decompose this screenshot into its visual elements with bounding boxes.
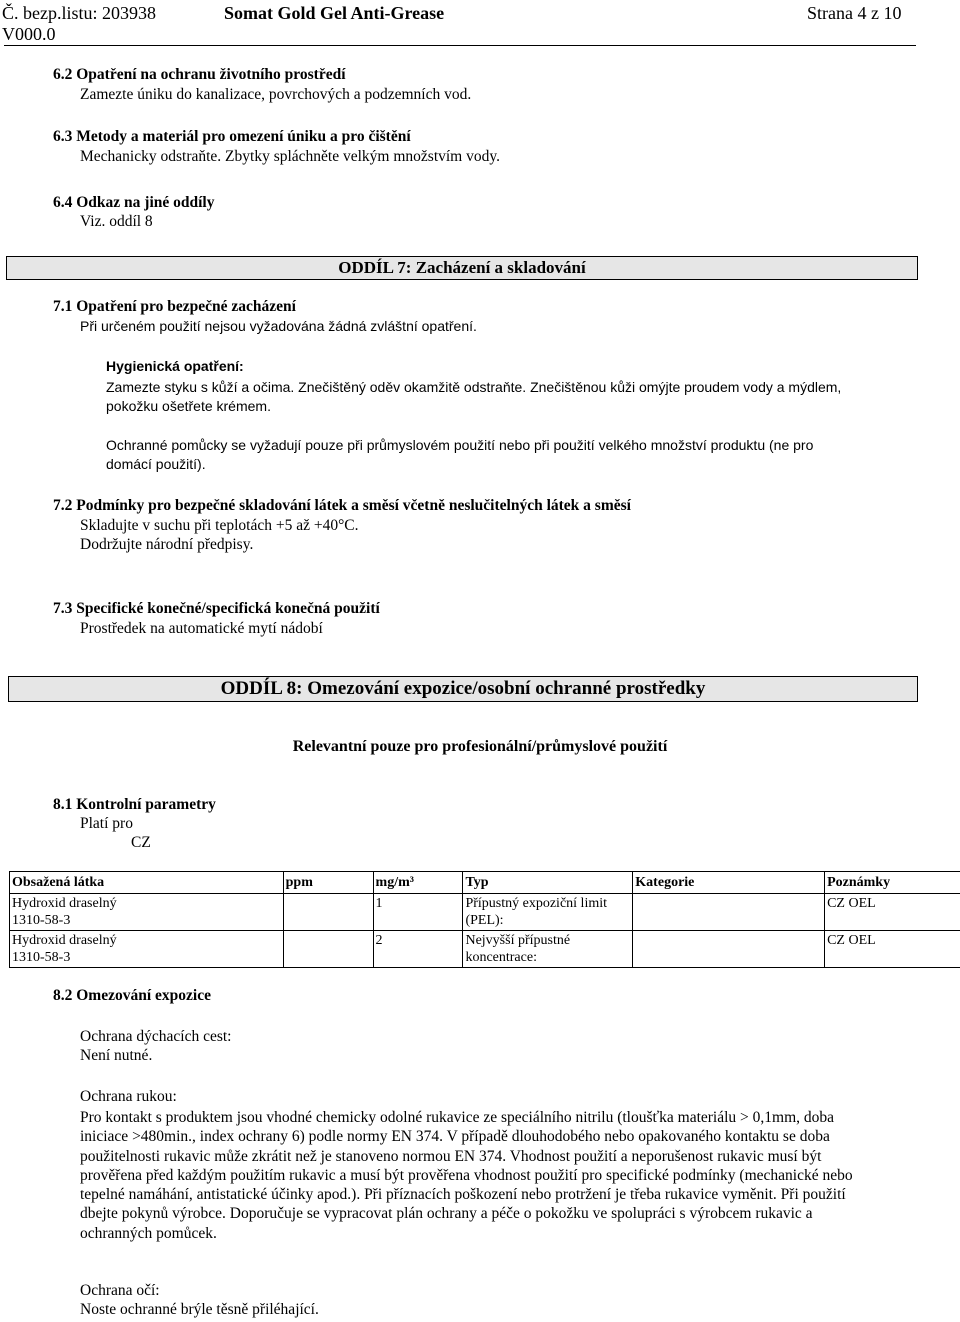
notes-cell: CZ OEL: [825, 894, 960, 931]
exposure-limits-table: [9, 871, 960, 968]
section-8-heading: [8, 676, 918, 702]
hand-label: Ochrana rukou:: [80, 1088, 177, 1105]
s6-2-title: 6.2 Opatření na ochranu životního prostředí: [53, 66, 346, 83]
cas-number: 1310-58-3: [12, 950, 71, 965]
hand-line: použitelnosti rukavic může zkrátit než je stanoveno normou EN 374. Vhodnost použití a neporušenost rukavic musí být: [80, 1147, 822, 1165]
type-line: Přípustný expoziční limit: [465, 896, 607, 911]
hand-line: dbejte pokynů výrobce. Doporučuje se vypracovat plán ochrany a péče o pokožku ve spolupráci s výrobcem rukavic a: [80, 1205, 813, 1223]
s6-3-text: Mechanicky odstraňte. Zbytky spláchněte velkým množstvím vody.: [80, 148, 500, 165]
hygiene-title: Hygienická opatření:: [106, 358, 244, 374]
mgm3-cell: 2: [373, 931, 463, 968]
hand-line: ochranných pomůcek.: [80, 1224, 217, 1242]
substance-name: Hydroxid draselný: [12, 933, 117, 948]
s6-2-text: Zamezte úniku do kanalizace, povrchových a podzemních vod.: [80, 86, 472, 103]
col-mgm3-header: mg/m³: [373, 872, 463, 894]
s7-3-title: 7.3 Specifické konečné/specifická konečná použití: [53, 600, 380, 617]
s7-1-title: 7.1 Opatření pro bezpečné zacházení: [53, 298, 296, 315]
eye-text: Noste ochranné brýle těsně přiléhající.: [80, 1301, 319, 1318]
col-type-header: Typ: [463, 872, 633, 894]
category-cell: [633, 931, 825, 968]
s7-1-text: Při určeném použití nejsou vyžadována žádná zvláštní opatření.: [80, 318, 477, 334]
type-cell: [463, 931, 633, 968]
type-cell: [463, 894, 633, 931]
type-line: (PEL):: [465, 913, 504, 928]
col-category-header: Kategorie: [633, 872, 825, 894]
type-line: Nejvyšší přípustné: [465, 933, 571, 948]
respiratory-label: Ochrana dýchacích cest:: [80, 1028, 232, 1045]
valid-for-label: Platí pro: [80, 815, 133, 832]
country-code: CZ: [131, 834, 151, 851]
s8-2-title: 8.2 Omezování expozice: [53, 987, 211, 1004]
s7-2-title: 7.2 Podmínky pro bezpečné skladování látek a směsí včetně neslučitelných látek a směsí: [53, 497, 631, 514]
table-row: [10, 894, 960, 931]
col-ppm-header: ppm: [283, 872, 373, 894]
s7-2-line-2: Dodržujte národní předpisy.: [80, 536, 254, 553]
s6-4-text: Viz. oddíl 8: [80, 213, 153, 230]
ppm-cell: [283, 931, 373, 968]
s7-2-line-1: Skladujte v suchu při teplotách +5 až +40°C.: [80, 517, 359, 534]
s7-3-text: Prostředek na automatické mytí nádobí: [80, 620, 323, 637]
table-header-row: [10, 872, 960, 894]
substance-cell: [10, 931, 284, 968]
mgm3-cell: 1: [373, 894, 463, 931]
protective-line-2: domácí použití).: [106, 456, 206, 472]
notes-cell: CZ OEL: [825, 931, 960, 968]
product-name: Somat Gold Gel Anti-Grease: [224, 3, 445, 23]
s6-3-title: 6.3 Metody a materiál pro omezení úniku a pro čištění: [53, 128, 411, 145]
category-cell: [633, 894, 825, 931]
hand-line: iniciace >480min., index ochrany 6) podle normy EN 374. V případě dlouhodobého nebo opakovaného kontaktu se doba: [80, 1128, 830, 1146]
hygiene-line-2: pokožku ošetřete krémem.: [106, 398, 271, 414]
substance-cell: [10, 894, 284, 931]
header-rule: [4, 45, 916, 46]
sheet-number: Č. bezp.listu: 203938: [2, 3, 156, 23]
section-7-title: ODDÍL 7: Zacházení a skladování: [338, 258, 586, 277]
hand-line: Pro kontakt s produktem jsou vhodné chemicky odolné rukavice ze speciálního nitrilu (tloušťka materiálu > 0,1mm, doba: [80, 1109, 835, 1126]
ppm-cell: [283, 894, 373, 931]
s6-4-title: 6.4 Odkaz na jiné oddíly: [53, 194, 215, 211]
substance-name: Hydroxid draselný: [12, 896, 117, 911]
col-substance-header: Obsažená látka: [10, 872, 284, 894]
hand-line: tepelné namáhání, antistatické účinky apod.). Při příznacích poškození nebo protržení je třeba rukavice vyměnit. Při použití: [80, 1186, 846, 1204]
hand-protection-text: [80, 1108, 853, 1243]
section-8-title: ODDÍL 8: Omezování expozice/osobní ochranné prostředky: [220, 678, 706, 699]
hygiene-line-1: Zamezte styku s kůží a očima. Znečištěný oděv okamžitě odstraňte. Znečištěnou kůži omýjte proudem vody a mýdlem,: [106, 379, 842, 395]
s8-1-title: 8.1 Kontrolní parametry: [53, 796, 216, 813]
section-7-heading: [6, 256, 918, 280]
respiratory-text: Není nutné.: [80, 1047, 153, 1064]
eye-label: Ochrana očí:: [80, 1282, 160, 1299]
type-line: koncentrace:: [465, 950, 537, 965]
protective-line-1: Ochranné pomůcky se vyžadují pouze při průmyslovém použití nebo při použití velkého množství produktu (ne pro: [106, 437, 814, 453]
table-row: [10, 931, 960, 968]
hand-line: prověřena před každým použitím rukavic a musí být prověřena vhodnost použití pro specifické podmínky (mechanické nebo: [80, 1166, 853, 1184]
col-notes-header: Poznámky: [825, 872, 960, 894]
cas-number: 1310-58-3: [12, 913, 71, 928]
page-number: Strana 4 z 10: [807, 3, 902, 23]
version: V000.0: [2, 24, 56, 44]
relevance-note: Relevantní pouze pro profesionální/průmyslové použití: [292, 738, 668, 755]
